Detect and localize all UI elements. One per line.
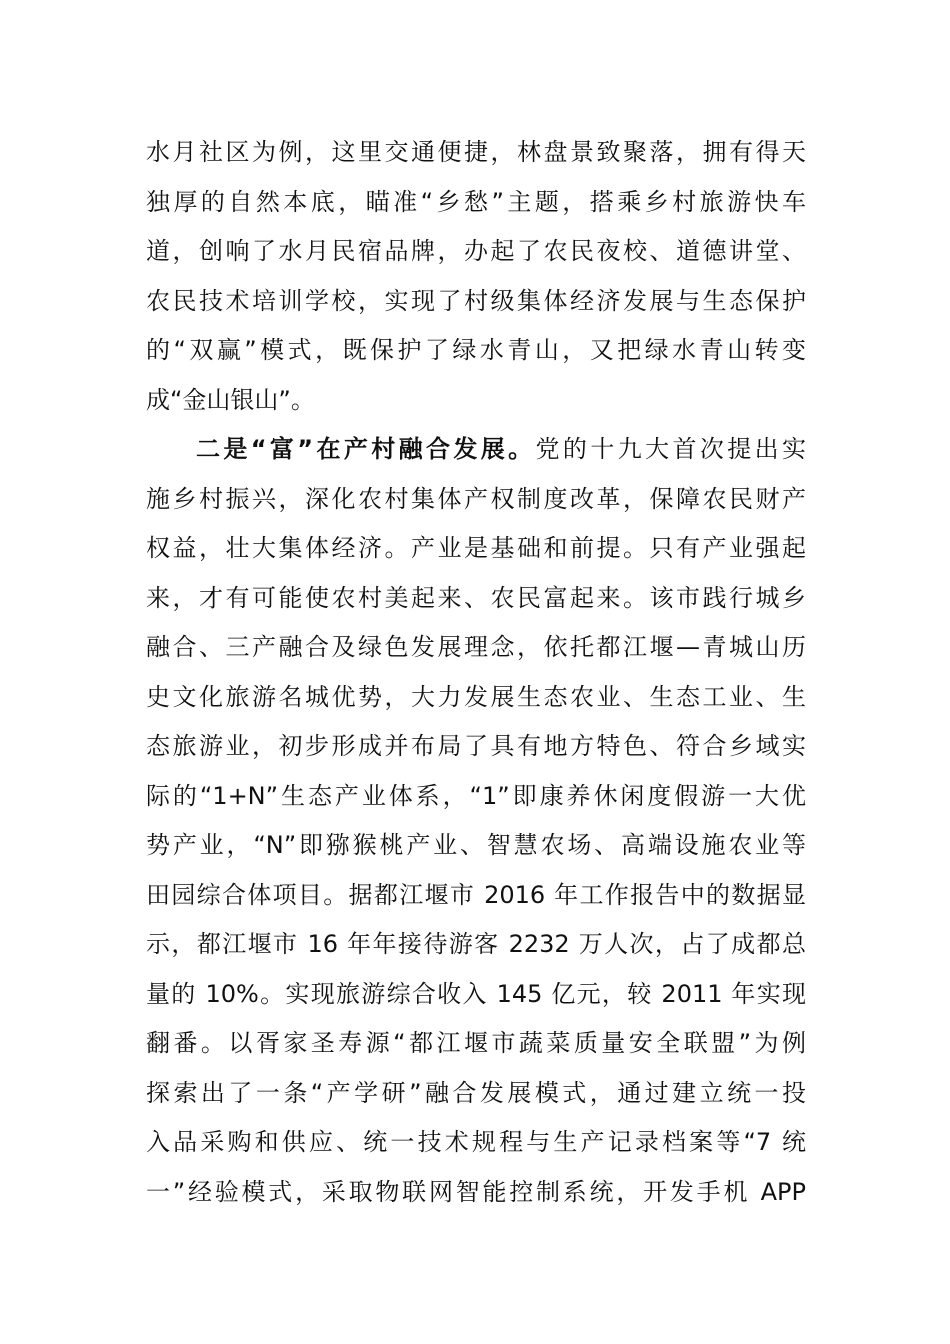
paragraph-1-line: 水月社区为例，这里交通便捷，林盘景致聚落，拥有得天 xyxy=(146,138,806,166)
paragraph-2-heading: 二是“富”在产村融合发展。 xyxy=(196,435,536,463)
paragraph-2-line: 融合、三产融合及绿色发展理念，依托都江堰—青城山历 xyxy=(146,633,806,661)
paragraph-2-line: 翻番。以胥家圣寿源“都江堰市蔬菜质量安全联盟”为例 xyxy=(146,1029,806,1057)
paragraph-2-line: 势产业，“N”即猕猴桃产业、智慧农场、高端设施农业等 xyxy=(146,831,806,859)
paragraph-2-line: 态旅游业，初步形成并布局了具有地方特色、符合乡域实 xyxy=(146,732,806,760)
paragraph-2-line: 权益，壮大集体经济。产业是基础和前提。只有产业强起 xyxy=(146,534,806,562)
paragraph-2-line: 田园综合体项目。据都江堰市 2016 年工作报告中的数据显 xyxy=(146,880,806,909)
paragraph-2-line: 史文化旅游名城优势，大力发展生态农业、生态工业、生 xyxy=(146,682,806,711)
paragraph-1-line: 独厚的自然本底，瞄准“乡愁”主题，搭乘乡村旅游快车 xyxy=(146,187,806,216)
paragraph-1-line: 成“金山银山”。 xyxy=(146,385,315,414)
paragraph-2-first-line-text: 党的十九大首次提出实 xyxy=(535,435,807,463)
paragraph-2-line: 一”经验模式，采取物联网智能控制系统，开发手机 APP xyxy=(146,1177,806,1206)
paragraph-2-first-line xyxy=(146,425,806,475)
paragraph-1-line: 的“双赢”模式，既保护了绿水青山，又把绿水青山转变 xyxy=(146,336,806,364)
paragraph-2-line: 量的 10%。实现旅游综合收入 145 亿元，较 2011 年实现 xyxy=(146,979,806,1008)
paragraph-2-line: 入品采购和供应、统一技术规程与生产记录档案等“7 统 xyxy=(146,1128,806,1156)
paragraph-2-line: 来，才有可能使农村美起来、农民富起来。该市践行城乡 xyxy=(146,583,806,612)
body-text xyxy=(146,128,806,1217)
paragraph-2-line: 施乡村振兴，深化农村集体产权制度改革，保障农民财产 xyxy=(146,484,806,513)
paragraph-2-line: 探索出了一条“产学研”融合发展模式，通过建立统一投 xyxy=(146,1078,806,1107)
paragraph-2-line: 际的“1+N”生态产业体系，“1”即康养休闲度假游一大优 xyxy=(146,781,806,810)
paragraph-2-line: 示，都江堰市 16 年年接待游客 2232 万人次，占了成都总 xyxy=(146,930,806,958)
paragraph-1-line: 农民技术培训学校，实现了村级集体经济发展与生态保护 xyxy=(146,286,806,315)
paragraph-1-line: 道，创响了水月民宿品牌，办起了农民夜校、道德讲堂、 xyxy=(146,237,806,265)
